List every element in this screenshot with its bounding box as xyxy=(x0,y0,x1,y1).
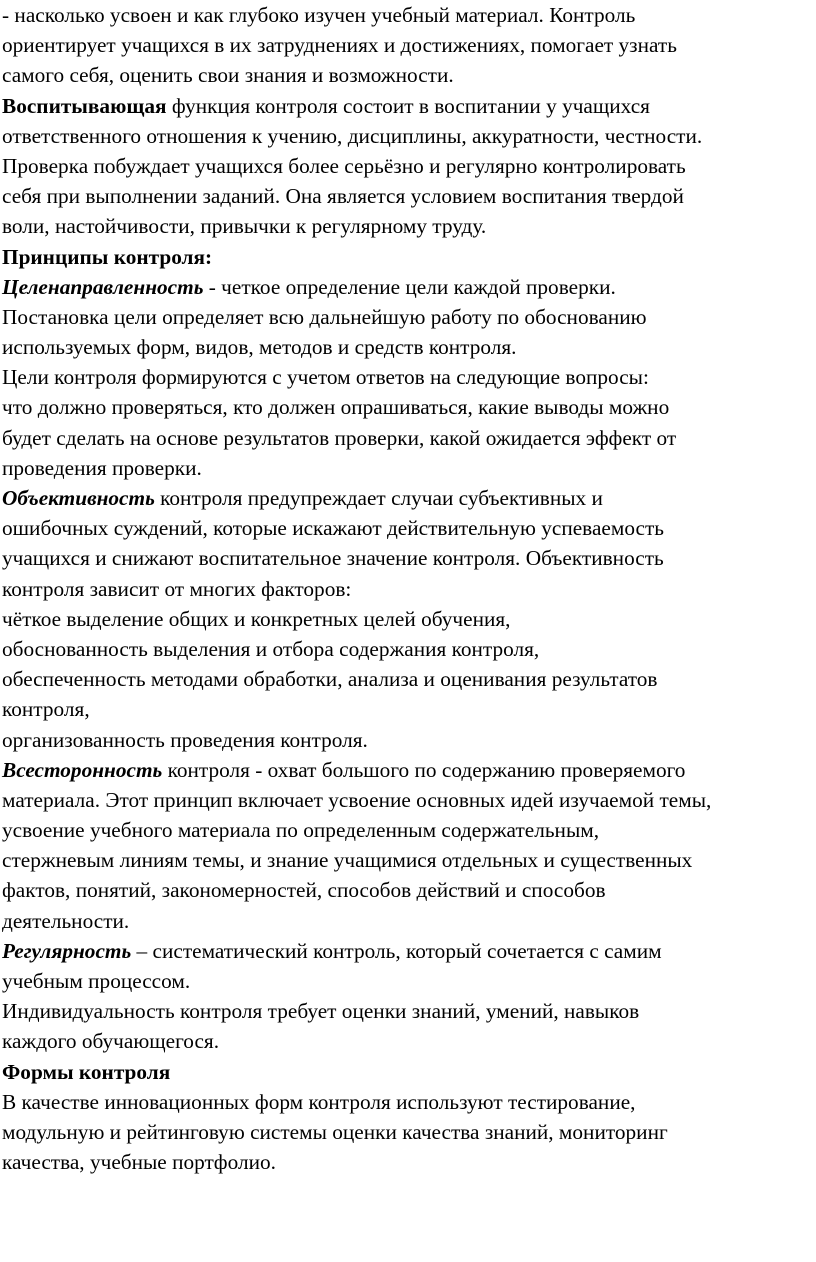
text-segment: ошибочных суждений, которые искажают действительную успеваемость xyxy=(2,516,664,541)
text-line xyxy=(2,1057,812,1087)
text-segment: контроля зависит от многих факторов: xyxy=(2,576,352,601)
text-segment: деятельности. xyxy=(2,908,130,933)
text-line xyxy=(2,664,812,694)
text-line xyxy=(2,362,812,392)
text-line xyxy=(2,1087,812,1117)
text-segment: контроля, xyxy=(2,697,90,722)
text-segment: чёткое выделение общих и конкретных целей обучения, xyxy=(2,606,511,631)
text-line xyxy=(2,30,812,60)
text-segment: самого себя, оценить свои знания и возможности. xyxy=(2,63,454,88)
text-segment: ответственного отношения к учению, дисциплины, аккуратности, честности. xyxy=(2,123,703,148)
text-segment: функция контроля состоит в воспитании у учащихся xyxy=(166,93,650,118)
emphasized-text: Принципы контроля: xyxy=(2,244,213,269)
emphasized-text: Воспитывающая xyxy=(2,93,167,118)
text-line xyxy=(2,1117,812,1147)
text-line xyxy=(2,936,812,966)
text-segment: учебным процессом. xyxy=(2,969,191,993)
text-line xyxy=(2,151,812,181)
text-segment: – систематический контроль, который сочетается с самим xyxy=(131,938,662,963)
text-line xyxy=(2,906,812,936)
text-segment: обоснованность выделения и отбора содержания контроля, xyxy=(2,636,540,661)
emphasized-text: Регулярность xyxy=(2,938,132,963)
text-line xyxy=(2,272,812,302)
text-segment: материала. Этот принцип включает усвоение основных идей изучаемой темы, xyxy=(2,787,712,812)
text-segment: контроля предупреждает случаи субъективных и xyxy=(154,486,603,510)
text-segment: модульную и рейтинговую системы оценки качества знаний, мониторинг xyxy=(2,1119,668,1144)
text-segment: ориентирует учащихся в их затруднениях и достижениях, помогает узнать xyxy=(2,33,677,58)
text-segment: Постановка цели определяет всю дальнейшую работу по обоснованию xyxy=(2,304,647,329)
text-line xyxy=(2,1147,812,1177)
text-line xyxy=(2,91,812,121)
text-line xyxy=(2,634,812,664)
text-segment: качества, учебные портфолио. xyxy=(2,1150,276,1175)
text-segment: стержневым линиям темы, и знание учащимися отдельных и существенных xyxy=(2,848,693,873)
text-segment: контроля - охват большого по содержанию проверяемого xyxy=(162,757,686,782)
text-line xyxy=(2,875,812,905)
text-segment: организованность проведения контроля. xyxy=(2,727,368,752)
text-line xyxy=(2,483,812,513)
text-line xyxy=(2,966,812,996)
text-line xyxy=(2,755,812,785)
text-line xyxy=(2,513,812,543)
text-segment: воли, настойчивости, привычки к регулярному труду. xyxy=(2,214,487,239)
text-line xyxy=(2,211,812,241)
text-segment: учащихся и снижают воспитательное значение контроля. Объективность xyxy=(2,546,664,571)
text-segment: каждого обучающегося. xyxy=(2,1029,220,1054)
text-segment: Индивидуальность контроля требует оценки знаний, умений, навыков xyxy=(2,999,640,1024)
text-line xyxy=(2,423,812,453)
text-segment: Проверка побуждает учащихся более серьёзно и регулярно контролировать xyxy=(2,153,686,178)
text-segment: обеспеченность методами обработки, анализа и оценивания результатов xyxy=(2,667,658,692)
text-line xyxy=(2,725,812,755)
text-line xyxy=(2,815,812,845)
text-segment: В качестве инновационных форм контроля используют тестирование, xyxy=(2,1089,636,1114)
text-line xyxy=(2,785,812,815)
text-line xyxy=(2,604,812,634)
text-line xyxy=(2,181,812,211)
emphasized-text: Формы контроля xyxy=(2,1059,171,1084)
text-line xyxy=(2,996,812,1026)
text-line xyxy=(2,392,812,422)
text-line xyxy=(2,302,812,332)
text-line xyxy=(2,242,812,272)
emphasized-text: Всесторонность xyxy=(2,757,163,782)
text-line xyxy=(2,543,812,573)
text-line xyxy=(2,574,812,604)
text-line xyxy=(2,453,812,483)
text-segment: - четкое определение цели каждой проверки. xyxy=(203,274,616,299)
text-segment: проведения проверки. xyxy=(2,455,202,480)
text-line xyxy=(2,0,812,30)
emphasized-text: Объективность xyxy=(2,486,155,510)
text-segment: фактов, понятий, закономерностей, способов действий и способов xyxy=(2,878,606,903)
text-segment: будет сделать на основе результатов проверки, какой ожидается эффект от xyxy=(2,425,677,450)
text-segment: себя при выполнении заданий. Она является условием воспитания твердой xyxy=(2,184,684,209)
text-segment: что должно проверяться, кто должен опрашиваться, какие выводы можно xyxy=(2,395,670,420)
text-segment: усвоение учебного материала по определенным содержательным, xyxy=(2,818,600,843)
emphasized-text: Целенаправленность xyxy=(2,274,204,299)
text-line xyxy=(2,694,812,724)
text-line xyxy=(2,60,812,90)
text-line xyxy=(2,121,812,151)
text-segment: - насколько усвоен и как глубоко изучен учебный материал. Контроль xyxy=(2,3,636,27)
text-segment: Цели контроля формируются с учетом ответов на следующие вопросы: xyxy=(2,365,649,390)
text-line xyxy=(2,845,812,875)
text-segment: используемых форм, видов, методов и средств контроля. xyxy=(2,335,517,360)
text-line xyxy=(2,1026,812,1056)
text-line xyxy=(2,332,812,362)
